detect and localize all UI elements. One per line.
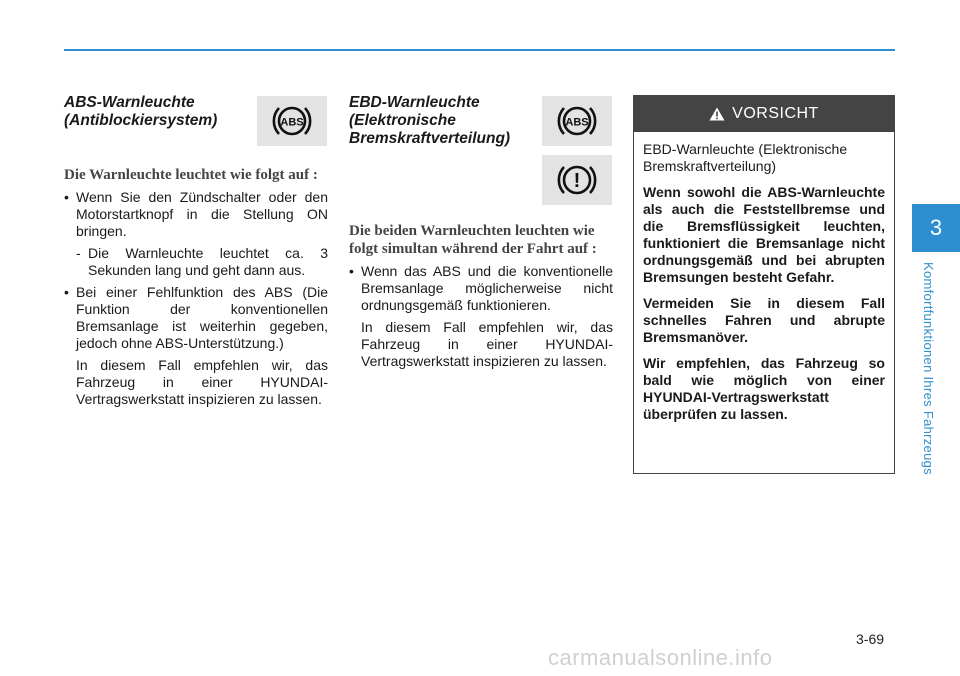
- abs-section-title: ABS-Warnleuchte (Antiblockiersystem): [64, 94, 218, 129]
- abs-bullet-1-sub: [64, 245, 328, 279]
- dash-marker: -: [76, 245, 81, 261]
- chapter-number: 3: [929, 215, 943, 240]
- warning-triangle-icon: [709, 107, 725, 121]
- watermark: carmanualsonline.info: [548, 645, 773, 670]
- caution-header: [634, 96, 894, 132]
- caution-label: VORSICHT: [732, 105, 819, 122]
- ebd-section-title: EBD-Warnleuchte (Elektronische Bremskraftverteilung): [349, 94, 511, 147]
- caution-paragraph-1: Wenn sowohl die ABS-Warnleuchte als auch die Feststellbremse und die Bremsflüssigkeit leuchten, funktioniert die Bremsanlage nicht ordnungsgemäß und bei abrupten Bremsungen besteht Gefahr.: [643, 184, 885, 285]
- page-number: 3-69: [856, 631, 885, 647]
- caution-paragraph-2: Vermeiden Sie in diesem Fall schnelles Fahren und abrupte Bremsmanöver.: [643, 295, 885, 345]
- brake-warning-icon: [542, 155, 612, 205]
- ebd-bullet-1: • Wenn das ABS und die konventionelle Bremsanlage möglicherweise nicht ordnungsgemäß funktionieren.: [349, 263, 613, 314]
- header-rule: [64, 49, 895, 51]
- abs-bullet-1: • Wenn Sie den Zündschalter oder den Motorstartknopf in die Stellung ON bringen.: [64, 189, 328, 240]
- abs-icon-text: ABS: [280, 116, 304, 129]
- caution-paragraph-3: Wir empfehlen, das Fahrzeug so bald wie möglich von einer HYUNDAI-Vertragswerkstatt überprüfen zu lassen.: [643, 355, 885, 422]
- ebd-abs-icon-text: ABS: [565, 116, 589, 129]
- caution-subtitle: EBD-Warnleuchte (Elektronische Bremskraftverteilung): [643, 141, 848, 174]
- brake-icon-text: !: [573, 170, 581, 192]
- abs-warning-icon: [257, 96, 327, 146]
- caution-box: [633, 95, 895, 474]
- abs-bullet-2-note: In diesem Fall empfehlen wir, das Fahrzeug in einer HYUNDAI-Vertragswerkstatt inspizieren zu lassen.: [76, 357, 328, 407]
- abs-lead: Die Warnleuchte leuchtet wie folgt auf :: [64, 167, 318, 183]
- ebd-bullet-1-note: In diesem Fall empfehlen wir, das Fahrzeug in einer HYUNDAI-Vertragswerkstatt inspizieren zu lassen.: [361, 319, 613, 369]
- chapter-tab: [912, 204, 960, 252]
- abs-bullet-1-sub-text: Die Warnleuchte leuchtet ca. 3 Sekunden lang und geht dann aus.: [88, 245, 328, 278]
- chapter-title: Komfortfunktionen Ihres Fahrzeugs: [921, 262, 936, 475]
- ebd-lead: Die beiden Warnleuchten leuchten wie folgt simultan während der Fahrt auf :: [349, 223, 597, 257]
- abs-bullet-2: • Bei einer Fehlfunktion des ABS (Die Funktion der konventionellen Bremsanlage ist weiterhin gegeben, jedoch ohne ABS-Unterstützung.): [64, 284, 328, 352]
- ebd-abs-icon: [542, 96, 612, 146]
